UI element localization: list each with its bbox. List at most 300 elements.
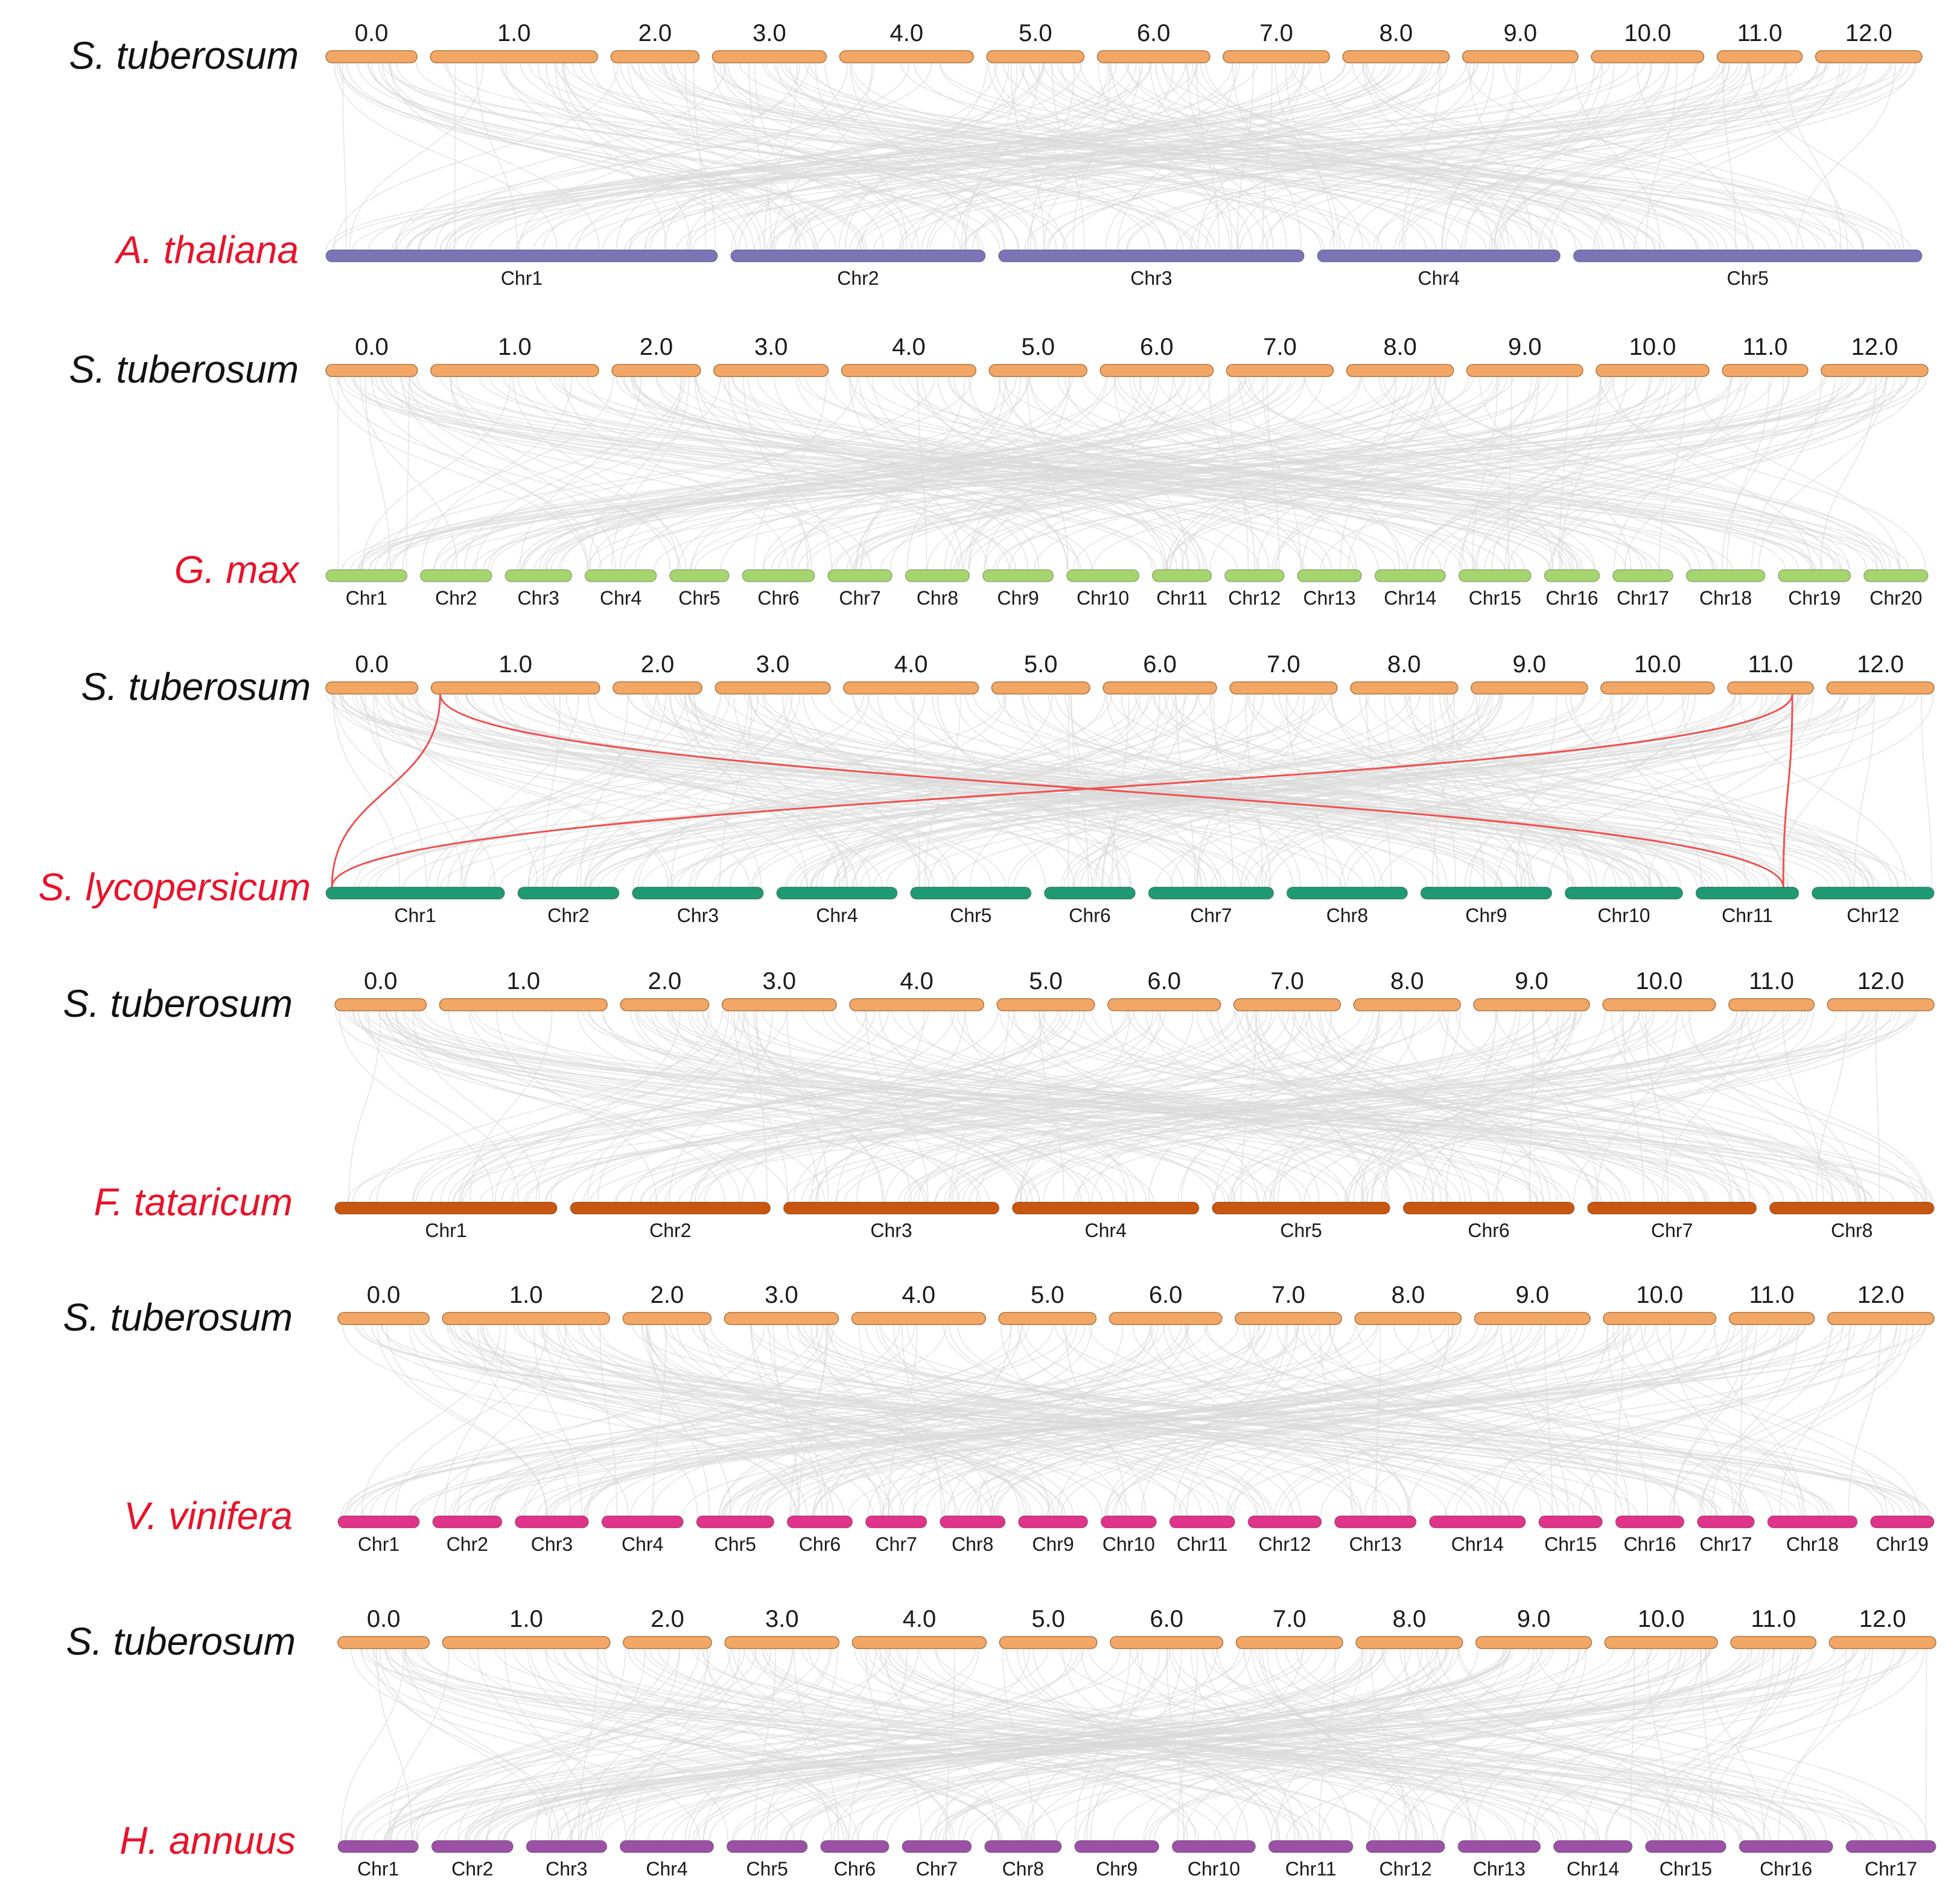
- reference-chromosome-bar: [338, 1312, 429, 1325]
- synteny-link: [1711, 1325, 1798, 1516]
- target-chromosome-bar: [1287, 887, 1408, 899]
- reference-chromosome-label: 8.0: [1379, 20, 1413, 46]
- target-chromosome-bar: [1375, 570, 1445, 582]
- target-chromosome-bar: [620, 1840, 714, 1853]
- synteny-link: [1477, 377, 1672, 570]
- target-track: [338, 1840, 1936, 1853]
- highlighted-links: [332, 694, 1792, 887]
- target-chromosome-bar: [1646, 1840, 1726, 1853]
- target-chromosome-bar: [326, 570, 407, 582]
- reference-chromosome-label: 4.0: [900, 968, 934, 994]
- reference-chromosome-bar: [611, 51, 699, 63]
- target-chromosome-label: Chr1: [357, 1533, 400, 1555]
- reference-chromosome-bar: [1717, 51, 1802, 63]
- reference-chromosome-label: 12.0: [1845, 20, 1892, 46]
- reference-chromosome-label: 3.0: [752, 20, 786, 46]
- synteny-links: [326, 63, 1933, 1840]
- target-chromosome-bar: [1268, 1840, 1353, 1853]
- reference-chromosome-bar: [989, 364, 1087, 377]
- reference-chromosome-label: 5.0: [1031, 1606, 1065, 1632]
- reference-chromosome-bar: [1100, 364, 1213, 377]
- reference-chromosome-label: 5.0: [1021, 334, 1055, 360]
- reference-chromosome-bar: [1110, 1637, 1223, 1649]
- highlighted-link: [1783, 694, 1792, 887]
- target-chromosome-label: Chr3: [676, 905, 719, 926]
- synteny-link: [1154, 1649, 1682, 1840]
- reference-chromosome-label: 9.0: [1503, 20, 1538, 46]
- reference-chromosome-bar: [326, 51, 417, 63]
- target-chromosome-label: Chr10: [1187, 1858, 1240, 1880]
- synteny-link-group: [335, 1011, 1933, 1202]
- target-chromosome-label: Chr9: [1095, 1858, 1138, 1880]
- reference-chromosome-bar: [623, 1637, 711, 1649]
- target-chromosome-label: Chr6: [757, 587, 800, 609]
- target-chromosome-label: Chr10: [1076, 587, 1130, 609]
- reference-chromosome-bar: [1463, 51, 1578, 63]
- reference-chromosome-bar: [714, 364, 829, 377]
- reference-chromosome-label: 9.0: [1515, 968, 1548, 994]
- target-chromosome-bar: [1554, 1840, 1632, 1853]
- target-chromosome-bar: [585, 570, 656, 582]
- reference-chromosome-bar: [991, 682, 1090, 694]
- target-chromosome-label: Chr1: [425, 1220, 467, 1241]
- synteny-link: [338, 377, 339, 570]
- target-chromosome-bar: [911, 887, 1031, 899]
- target-chromosome-bar: [1588, 1202, 1757, 1214]
- target-chromosome-label: Chr18: [1786, 1533, 1839, 1555]
- reference-chromosome-label: 2.0: [640, 651, 675, 678]
- target-chromosome-label: Chr4: [599, 587, 642, 609]
- reference-chromosome-bar: [1236, 1637, 1343, 1649]
- reference-chromosome-label: 11.0: [1749, 1282, 1795, 1308]
- reference-chromosome-label: 9.0: [1516, 1606, 1551, 1632]
- target-chromosome-bar: [1698, 1516, 1754, 1528]
- target-track: [335, 1202, 1934, 1214]
- reference-species-name: S. tuberosum: [81, 665, 311, 708]
- target-chromosome-bar: [1573, 250, 1922, 262]
- target-chromosome-bar: [431, 1840, 513, 1853]
- target-chromosome-bar: [335, 1202, 557, 1214]
- target-chromosome-label: Chr16: [1760, 1858, 1813, 1880]
- target-chromosome-label: Chr4: [1418, 267, 1460, 289]
- target-chromosome-bar: [1248, 1516, 1321, 1528]
- target-chromosome-label: Chr8: [916, 587, 959, 609]
- reference-chromosome-bar: [722, 999, 836, 1011]
- synteny-link: [1322, 694, 1851, 887]
- target-chromosome-label: Chr14: [1451, 1533, 1504, 1555]
- target-chromosome-bar: [777, 887, 897, 899]
- target-chromosome-bar: [1013, 1202, 1199, 1214]
- reference-chromosome-label: 7.0: [1270, 968, 1304, 994]
- reference-chromosome-label: 3.0: [762, 968, 797, 994]
- synteny-link: [857, 63, 1862, 250]
- synteny-link: [413, 1325, 1066, 1516]
- reference-chromosome-label: 9.0: [1512, 651, 1547, 678]
- target-chromosome-bar: [1846, 1840, 1936, 1853]
- reference-chromosome-label: 12.0: [1857, 968, 1904, 994]
- reference-chromosome-bar: [1475, 1312, 1590, 1325]
- synteny-link: [1505, 377, 1600, 570]
- target-chromosome-bar: [828, 570, 892, 582]
- reference-chromosome-label: 12.0: [1851, 334, 1898, 360]
- reference-chromosome-label: 4.0: [894, 651, 928, 678]
- reference-chromosome-label: 4.0: [902, 1606, 937, 1632]
- reference-chromosome-bar: [612, 364, 701, 377]
- reference-chromosome-label: 7.0: [1267, 651, 1300, 678]
- reference-chromosome-bar: [1729, 1312, 1815, 1325]
- reference-chromosome-bar: [431, 682, 599, 694]
- reference-chromosome-bar: [1829, 1637, 1936, 1649]
- target-chromosome-bar: [1459, 570, 1531, 582]
- reference-chromosome-bar: [1731, 1637, 1816, 1649]
- reference-chromosome-label: 10.0: [1634, 651, 1681, 678]
- reference-chromosome-bar: [999, 1637, 1096, 1649]
- synteny-link-group: [326, 63, 1917, 250]
- target-chromosome-label: Chr13: [1472, 1858, 1526, 1880]
- reference-chromosome-bar: [844, 682, 979, 694]
- reference-species-name: S. tuberosum: [63, 982, 293, 1025]
- reference-chromosome-label: 3.0: [765, 1282, 798, 1308]
- reference-chromosome-label: 0.0: [355, 334, 389, 360]
- target-chromosome-label: Chr5: [950, 905, 992, 926]
- reference-chromosome-bar: [439, 999, 607, 1011]
- reference-chromosome-label: 1.0: [506, 968, 541, 994]
- target-chromosome-bar: [985, 1840, 1061, 1853]
- reference-chromosome-label: 7.0: [1273, 1606, 1306, 1632]
- reference-chromosome-label: 2.0: [648, 968, 682, 994]
- reference-chromosome-label: 12.0: [1857, 651, 1904, 678]
- reference-chromosome-label: 11.0: [1737, 20, 1783, 46]
- synteny-link: [604, 1649, 847, 1840]
- reference-chromosome-bar: [1603, 999, 1716, 1011]
- reference-chromosome-bar: [1109, 1312, 1221, 1325]
- reference-chromosome-label: 6.0: [1140, 334, 1174, 360]
- target-chromosome-label: Chr17: [1865, 1858, 1918, 1880]
- target-chromosome-label: Chr2: [547, 905, 590, 926]
- target-chromosome-label: Chr4: [646, 1858, 688, 1880]
- target-chromosome-label: Chr2: [451, 1858, 494, 1880]
- reference-chromosome-label: 0.0: [366, 1606, 401, 1632]
- reference-species-name: S. tuberosum: [66, 1620, 296, 1663]
- target-chromosome-bar: [1403, 1202, 1574, 1214]
- reference-chromosome-label: 11.0: [1751, 1606, 1796, 1632]
- target-chromosome-bar: [1864, 570, 1928, 582]
- reference-chromosome-label: 7.0: [1263, 334, 1297, 360]
- target-chromosome-label: Chr2: [649, 1220, 692, 1241]
- reference-chromosome-bar: [1347, 364, 1454, 377]
- synteny-link: [389, 1649, 450, 1840]
- target-chromosome-bar: [1421, 887, 1551, 899]
- target-chromosome-label: Chr11: [1156, 587, 1208, 609]
- target-species-name: S. lycopersicum: [38, 865, 311, 909]
- reference-chromosome-bar: [1605, 1637, 1717, 1649]
- reference-chromosome-label: 12.0: [1857, 1282, 1904, 1308]
- target-chromosome-label: Chr1: [500, 267, 543, 289]
- target-chromosome-bar: [1430, 1516, 1526, 1528]
- target-chromosome-label: Chr5: [714, 1533, 757, 1555]
- reference-chromosome-label: 6.0: [1148, 1282, 1183, 1308]
- target-chromosome-bar: [742, 570, 815, 582]
- reference-chromosome-label: 8.0: [1387, 651, 1421, 678]
- target-chromosome-label: Chr9: [1032, 1533, 1074, 1555]
- reference-chromosome-bar: [1827, 999, 1934, 1011]
- target-chromosome-label: Chr12: [1228, 587, 1281, 609]
- target-chromosome-label: Chr3: [530, 1533, 573, 1555]
- synteny-link: [352, 1649, 975, 1840]
- target-chromosome-label: Chr1: [345, 587, 387, 609]
- reference-chromosome-label: 9.0: [1508, 334, 1542, 360]
- reference-chromosome-bar: [1601, 682, 1714, 694]
- reference-chromosome-bar: [623, 1312, 711, 1325]
- target-chromosome-label: Chr8: [1326, 905, 1369, 926]
- reference-chromosome-label: 10.0: [1637, 1606, 1685, 1632]
- reference-chromosome-bar: [620, 999, 708, 1011]
- synteny-link: [1780, 1325, 1850, 1516]
- target-chromosome-label: Chr6: [1468, 1220, 1510, 1241]
- target-chromosome-label: Chr8: [1002, 1858, 1045, 1880]
- target-chromosome-label: Chr19: [1788, 587, 1841, 609]
- target-chromosome-bar: [326, 887, 504, 899]
- target-chromosome-bar: [940, 1516, 1005, 1528]
- reference-track: [326, 364, 1928, 377]
- target-chromosome-label: Chr5: [1726, 267, 1769, 289]
- target-chromosome-label: Chr3: [546, 1858, 588, 1880]
- target-chromosome-bar: [1101, 1516, 1156, 1528]
- reference-chromosome-label: 5.0: [1018, 20, 1052, 46]
- synteny-link: [441, 1011, 866, 1202]
- target-chromosome-bar: [731, 250, 985, 262]
- target-chromosome-label: Chr18: [1699, 587, 1752, 609]
- target-chromosome-bar: [821, 1840, 889, 1853]
- reference-chromosome-label: 11.0: [1742, 334, 1788, 360]
- target-chromosome-bar: [1696, 887, 1798, 899]
- target-chromosome-bar: [902, 1840, 972, 1853]
- target-species-name: F. tataricum: [94, 1180, 293, 1224]
- highlighted-link: [332, 694, 1792, 887]
- target-chromosome-label: Chr7: [875, 1533, 917, 1555]
- synteny-link: [1607, 1325, 1647, 1516]
- reference-chromosome-bar: [335, 999, 426, 1011]
- reference-chromosome-label: 0.0: [355, 651, 389, 678]
- reference-chromosome-bar: [1591, 51, 1704, 63]
- target-chromosome-bar: [1739, 1840, 1833, 1853]
- target-chromosome-label: Chr7: [1190, 905, 1232, 926]
- reference-chromosome-bar: [431, 364, 599, 377]
- reference-chromosome-label: 1.0: [509, 1606, 543, 1632]
- target-chromosome-bar: [326, 250, 718, 262]
- reference-chromosome-bar: [1476, 1637, 1592, 1649]
- reference-chromosome-label: 0.0: [366, 1282, 401, 1308]
- target-chromosome-label: Chr2: [837, 267, 879, 289]
- reference-chromosome-bar: [839, 51, 973, 63]
- target-chromosome-label: Chr12: [1379, 1858, 1432, 1880]
- reference-chromosome-bar: [1234, 999, 1341, 1011]
- target-chromosome-label: Chr15: [1659, 1858, 1713, 1880]
- synteny-link-group: [327, 694, 1933, 887]
- reference-chromosome-bar: [997, 999, 1095, 1011]
- target-chromosome-bar: [696, 1516, 774, 1528]
- target-chromosome-bar: [421, 570, 492, 582]
- reference-chromosome-label: 9.0: [1515, 1282, 1550, 1308]
- reference-chromosome-label: 3.0: [765, 1606, 799, 1632]
- target-chromosome-label: Chr10: [1597, 905, 1650, 926]
- target-chromosome-bar: [1152, 570, 1211, 582]
- target-chromosome-bar: [1539, 1516, 1602, 1528]
- reference-chromosome-bar: [712, 51, 826, 63]
- reference-track: [335, 999, 1934, 1011]
- reference-chromosome-label: 10.0: [1629, 334, 1676, 360]
- reference-chromosome-bar: [1821, 364, 1928, 377]
- synteny-link: [349, 1011, 381, 1202]
- target-species-name: V. vinifera: [124, 1494, 293, 1538]
- target-chromosome-bar: [1075, 1840, 1159, 1853]
- target-chromosome-label: Chr11: [1285, 1858, 1337, 1880]
- reference-chromosome-bar: [1223, 51, 1329, 63]
- reference-chromosome-bar: [1467, 364, 1583, 377]
- target-chromosome-label: Chr19: [1876, 1533, 1929, 1555]
- target-chromosome-label: Chr7: [915, 1858, 958, 1880]
- reference-chromosome-bar: [338, 1637, 429, 1649]
- target-chromosome-bar: [727, 1840, 807, 1853]
- reference-chromosome-label: 4.0: [902, 1282, 936, 1308]
- reference-chromosome-bar: [850, 999, 984, 1011]
- reference-chromosome-label: 11.0: [1749, 968, 1795, 994]
- target-chromosome-bar: [1544, 570, 1600, 582]
- target-chromosome-label: Chr6: [798, 1533, 841, 1555]
- reference-track: [338, 1312, 1934, 1325]
- target-chromosome-bar: [338, 1840, 418, 1853]
- reference-chromosome-bar: [1816, 51, 1922, 63]
- reference-chromosome-label: 0.0: [354, 20, 389, 46]
- reference-chromosome-bar: [1226, 364, 1333, 377]
- reference-chromosome-bar: [1827, 682, 1934, 694]
- target-chromosome-label: Chr2: [446, 1533, 489, 1555]
- reference-chromosome-bar: [1103, 682, 1217, 694]
- target-chromosome-bar: [1615, 1516, 1684, 1528]
- reference-chromosome-label: 1.0: [498, 651, 532, 678]
- reference-chromosome-label: 2.0: [650, 1282, 684, 1308]
- target-chromosome-bar: [670, 570, 729, 582]
- synteny-link: [1443, 1649, 1685, 1840]
- target-species-name: H. annuus: [119, 1819, 296, 1862]
- reference-chromosome-bar: [851, 1312, 985, 1325]
- synteny-link: [390, 63, 599, 250]
- target-chromosome-label: Chr5: [1280, 1220, 1322, 1241]
- target-chromosome-label: Chr13: [1349, 1533, 1402, 1555]
- reference-chromosome-label: 1.0: [497, 20, 531, 46]
- target-chromosome-bar: [1366, 1840, 1445, 1853]
- target-chromosome-bar: [1335, 1516, 1416, 1528]
- target-chromosome-label: Chr15: [1544, 1533, 1597, 1555]
- reference-chromosome-label: 6.0: [1147, 968, 1182, 994]
- target-chromosome-label: Chr12: [1258, 1533, 1311, 1555]
- target-chromosome-label: Chr13: [1303, 587, 1356, 609]
- target-chromosome-label: Chr8: [952, 1533, 994, 1555]
- target-species-name: G. max: [174, 548, 299, 591]
- target-chromosome-bar: [1613, 570, 1673, 582]
- target-chromosome-bar: [783, 1202, 999, 1214]
- reference-species-name: S. tuberosum: [69, 34, 299, 77]
- reference-chromosome-bar: [430, 51, 597, 63]
- reference-chromosome-label: 10.0: [1635, 968, 1683, 994]
- target-chromosome-bar: [1686, 570, 1765, 582]
- target-chromosome-label: Chr6: [833, 1858, 876, 1880]
- reference-chromosome-label: 5.0: [1030, 1282, 1064, 1308]
- reference-chromosome-label: 4.0: [892, 334, 926, 360]
- reference-chromosome-bar: [1355, 1312, 1461, 1325]
- reference-chromosome-bar: [1729, 999, 1814, 1011]
- target-chromosome-bar: [1770, 1202, 1934, 1214]
- reference-chromosome-bar: [1351, 682, 1458, 694]
- target-chromosome-bar: [999, 250, 1304, 262]
- target-chromosome-bar: [1565, 887, 1682, 899]
- reference-chromosome-label: 7.0: [1271, 1282, 1305, 1308]
- reference-chromosome-label: 3.0: [756, 651, 790, 678]
- target-chromosome-label: Chr20: [1869, 587, 1923, 609]
- target-chromosome-bar: [1148, 887, 1273, 899]
- target-chromosome-label: Chr4: [622, 1533, 664, 1555]
- target-chromosome-bar: [1297, 570, 1361, 582]
- target-track: [326, 250, 1922, 262]
- reference-chromosome-bar: [987, 51, 1084, 63]
- target-chromosome-label: Chr7: [839, 587, 881, 609]
- target-chromosome-bar: [602, 1516, 683, 1528]
- reference-chromosome-label: 1.0: [509, 1282, 543, 1308]
- target-chromosome-label: Chr1: [357, 1858, 399, 1880]
- target-chromosome-bar: [1812, 887, 1934, 899]
- target-chromosome-label: Chr11: [1176, 1533, 1228, 1555]
- reference-track: [326, 682, 1934, 694]
- reference-chromosome-bar: [724, 1312, 838, 1325]
- target-chromosome-label: Chr11: [1722, 905, 1773, 926]
- reference-chromosome-label: 6.0: [1136, 20, 1171, 46]
- synteny-link: [1470, 694, 1623, 887]
- target-chromosome-bar: [1019, 1516, 1088, 1528]
- target-chromosome-bar: [570, 1202, 770, 1214]
- target-chromosome-label: Chr5: [746, 1858, 788, 1880]
- target-chromosome-label: Chr2: [435, 587, 477, 609]
- synteny-link: [1740, 1325, 1742, 1516]
- target-chromosome-label: Chr12: [1847, 905, 1900, 926]
- target-track: [326, 887, 1934, 899]
- target-chromosome-label: Chr16: [1545, 587, 1599, 609]
- reference-chromosome-label: 8.0: [1390, 968, 1424, 994]
- target-chromosome-bar: [1778, 570, 1851, 582]
- reference-chromosome-label: 6.0: [1143, 651, 1177, 678]
- reference-species-name: S. tuberosum: [69, 348, 299, 391]
- reference-chromosome-label: 5.0: [1023, 651, 1058, 678]
- reference-chromosome-label: 5.0: [1029, 968, 1063, 994]
- reference-chromosome-label: 2.0: [638, 20, 672, 46]
- target-chromosome-label: Chr17: [1699, 1533, 1752, 1555]
- reference-chromosome-label: 0.0: [363, 968, 398, 994]
- target-chromosome-bar: [1067, 570, 1139, 582]
- target-chromosome-label: Chr5: [678, 587, 721, 609]
- synteny-link: [1413, 377, 1789, 570]
- synteny-link: [1921, 694, 1932, 887]
- reference-chromosome-bar: [1828, 1312, 1934, 1325]
- reference-chromosome-label: 10.0: [1636, 1282, 1684, 1308]
- target-track: [326, 570, 1928, 582]
- reference-chromosome-bar: [1356, 1637, 1463, 1649]
- reference-chromosome-bar: [1603, 1312, 1716, 1325]
- reference-chromosome-bar: [1471, 682, 1588, 694]
- target-chromosome-label: Chr17: [1616, 587, 1670, 609]
- synteny-link-group: [329, 377, 1927, 570]
- target-chromosome-bar: [865, 1516, 926, 1528]
- reference-chromosome-bar: [715, 682, 830, 694]
- target-chromosome-bar: [632, 887, 763, 899]
